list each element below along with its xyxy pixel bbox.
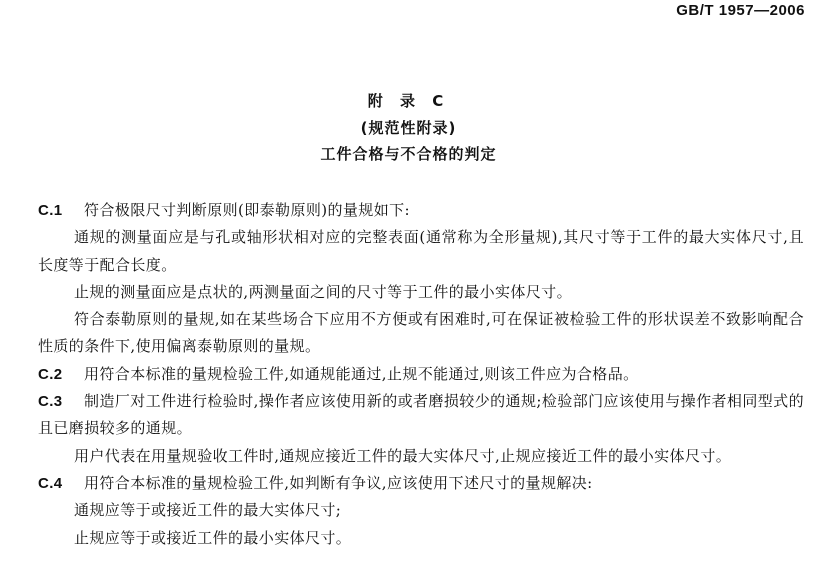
clause-text: 制造厂对工件进行检验时,操作者应该使用新的或者磨损较少的通规;检验部门应该使用与操作者相同型式的且已磨损较多的通规。 [38,392,804,438]
appendix-label: 附 录 C [367,92,450,110]
clause-text: 用符合本标准的量规检验工件,如判断有争议,应该使用下述尺寸的量规解决: [84,473,593,492]
clause-c3 [38,388,804,443]
appendix-type: (规范性附录) [360,119,457,137]
clause-c4 [38,470,804,497]
clause-c4-paragraph-go: 通规应等于或接近工件的最大实体尺寸; [74,501,342,520]
clause-number: C.4 [38,474,63,492]
clause-number: C.1 [38,202,63,219]
clause-c4-paragraph-nogo: 止规应等于或接近工件的最小实体尺寸。 [74,528,352,547]
appendix-title: 工件合格与不合格的判定 [320,145,497,163]
clause-c1-paragraph-nogo-gauge: 止规的测量面应是点状的,两测量面之间的尺寸等于工件的最小实体尺寸。 [74,282,572,301]
clause-c1 [38,197,804,224]
clause-c3-paragraph-user: 用户代表在用量规验收工件时,通规应接近工件的最大实体尺寸,止规应接近工件的最小实体尺寸。 [74,446,732,465]
clause-number: C.2 [38,365,63,383]
clause-c1-paragraph-taylor: 符合泰勒原则的量规,如在某些场合下应用不方便或有困难时,可在保证被检验工件的形状误差不致影响配合性质的条件下,使用偏离泰勒原则的量规。 [38,310,804,356]
clause-number: C.3 [38,393,63,411]
standard-code: GB/T 1957—2006 [676,2,805,19]
clause-c2 [38,361,804,388]
clause-text: 用符合本标准的量规检验工件,如通规能通过,止规不能通过,则该工件应为合格品。 [84,364,639,383]
clause-text: 符合极限尺寸判断原则(即泰勒原则)的量规如下: [84,201,410,219]
appendix-body [38,197,804,552]
clause-c1-paragraph-go-gauge: 通规的测量面应是与孔或轴形状相对应的完整表面(通常称为全形量规),其尺寸等于工件的最大实体尺寸,且长度等于配合长度。 [38,228,804,274]
